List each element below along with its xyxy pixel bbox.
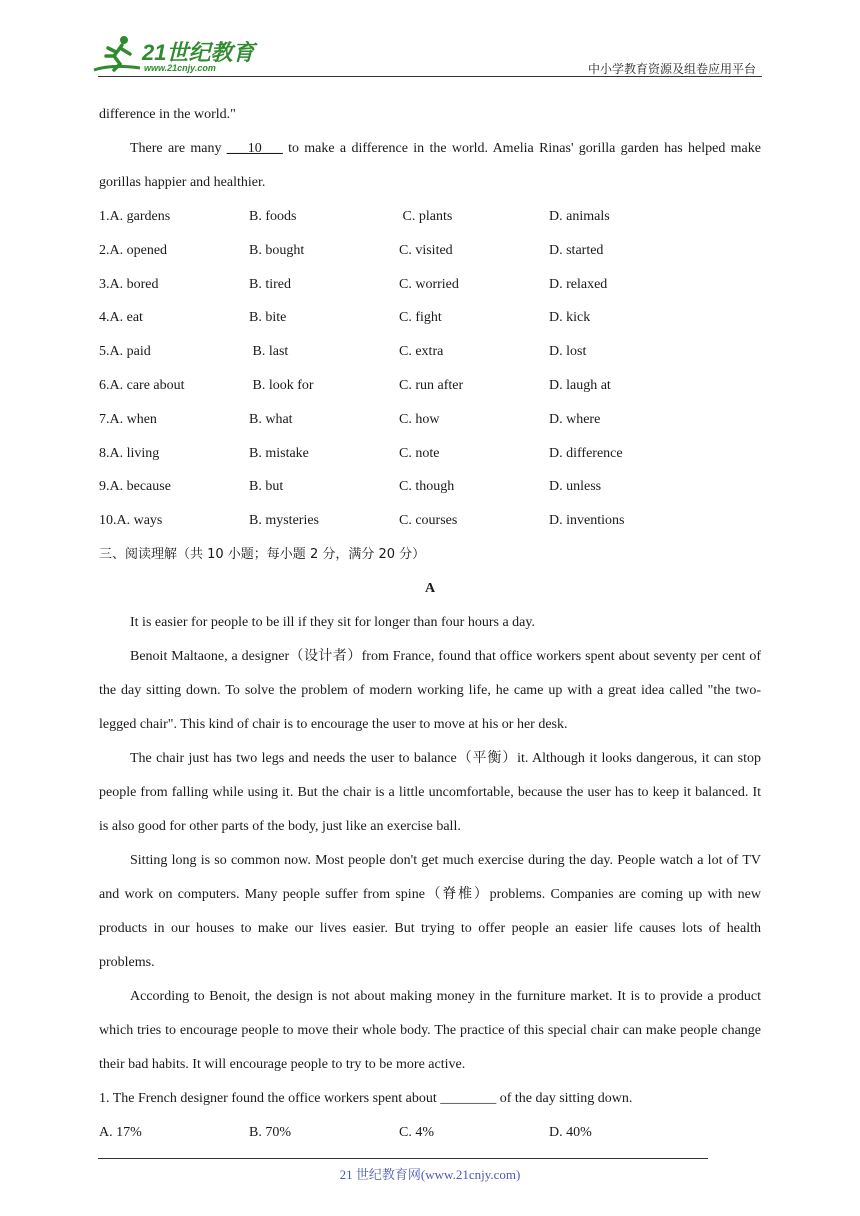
- option-a[interactable]: 5.A. paid: [99, 344, 151, 360]
- option-b[interactable]: B. mysteries: [249, 513, 319, 529]
- option-d[interactable]: D. inventions: [549, 513, 625, 529]
- option-d[interactable]: D. kick: [549, 310, 591, 326]
- option-b[interactable]: B. foods: [249, 209, 297, 224]
- option-b[interactable]: B. tired: [249, 276, 291, 292]
- option-a[interactable]: 9.A. because: [99, 479, 171, 495]
- cloze-blank-10: ___10___: [226, 141, 283, 156]
- option-row: [99, 301, 761, 335]
- option-d[interactable]: D. lost: [549, 344, 587, 360]
- option-c[interactable]: C. 4%: [399, 1124, 434, 1140]
- option-d[interactable]: D. unless: [549, 479, 602, 495]
- page-header: [0, 0, 860, 80]
- option-a[interactable]: 1.A. gardens: [99, 209, 171, 224]
- question-options: [99, 1116, 761, 1150]
- option-row: [99, 369, 761, 403]
- passage-paragraph: The chair just has two legs and needs the user to balance（平衡）it. Although it looks dangerous, it can stop people from falling while using it. But the chair is a little uncomfortable, because the user has to keep it balanced. It is also good for other parts of the body, just like an exercise ball.: [99, 750, 761, 834]
- option-c[interactable]: C. note: [399, 445, 440, 461]
- cloze-last-paragraph: [99, 132, 761, 200]
- cloze-continued-line: difference in the world.": [99, 107, 236, 122]
- option-c[interactable]: C. visited: [399, 242, 453, 258]
- option-c[interactable]: C. though: [399, 479, 455, 495]
- passage-label: A: [424, 580, 436, 596]
- option-a[interactable]: A. 17%: [99, 1124, 142, 1140]
- option-b[interactable]: B. look for: [249, 377, 314, 393]
- option-a[interactable]: 3.A. bored: [99, 276, 159, 292]
- logo-text: 21世纪教育: [142, 40, 255, 65]
- option-a[interactable]: 10.A. ways: [99, 513, 163, 529]
- page-content: [99, 98, 761, 1150]
- runner-icon: [92, 34, 144, 74]
- logo-url: www.21cnjy.com: [144, 63, 216, 73]
- passage-paragraph: It is easier for people to be ill if they sit for longer than four hours a day.: [130, 614, 535, 630]
- passage-paragraph: Benoit Maltaone, a designer（设计者）from France, found that office workers spent about seventy per cent of the day sitting down. To solve the problem of modern working life, he came up with a great idea called "the two-legged chair". This kind of chair is to encourage the user to move at his or her desk.: [99, 648, 761, 732]
- option-b[interactable]: B. but: [249, 479, 284, 495]
- option-row: [99, 335, 761, 369]
- option-row: [99, 437, 761, 471]
- option-row: [99, 504, 761, 538]
- site-logo[interactable]: [92, 34, 262, 78]
- option-b[interactable]: B. mistake: [249, 445, 309, 461]
- footer-link[interactable]: 21 世纪教育网(www.21cnjy.com): [339, 1167, 521, 1182]
- cloze-options: [99, 200, 761, 538]
- option-c[interactable]: C. plants: [399, 209, 453, 224]
- option-d[interactable]: D. where: [549, 411, 601, 427]
- option-c[interactable]: C. run after: [399, 377, 464, 393]
- section-title: 三、阅读理解（共 10 小题；每小题 2 分，满分 20 分）: [99, 546, 426, 562]
- option-row: [99, 268, 761, 302]
- platform-name: 中小学教育资源及组卷应用平台: [587, 62, 756, 76]
- option-b[interactable]: B. what: [249, 411, 293, 427]
- option-c[interactable]: C. courses: [399, 513, 458, 529]
- option-d[interactable]: D. 40%: [549, 1124, 592, 1140]
- option-b[interactable]: B. 70%: [249, 1124, 291, 1140]
- option-d[interactable]: D. difference: [549, 445, 623, 461]
- cloze-para-suffix: to make a difference in the world. Amelia Rinas' gorilla garden has helped make gorillas happier and healthier.: [99, 141, 761, 190]
- option-a[interactable]: 8.A. living: [99, 445, 160, 461]
- option-row: [99, 200, 761, 234]
- option-a[interactable]: 7.A. when: [99, 411, 157, 427]
- option-c[interactable]: C. fight: [399, 310, 442, 326]
- footer-divider: [98, 1158, 708, 1159]
- option-a[interactable]: 4.A. eat: [99, 310, 143, 326]
- option-c[interactable]: C. how: [399, 411, 440, 427]
- question-stem: 1. The French designer found the office workers spent about ________ of the day sitting down.: [99, 1090, 633, 1106]
- option-a[interactable]: 2.A. opened: [99, 242, 168, 258]
- cloze-para-prefix: There are many: [130, 141, 227, 156]
- option-b[interactable]: B. last: [249, 344, 289, 360]
- option-c[interactable]: C. extra: [399, 344, 444, 360]
- option-a[interactable]: 6.A. care about: [99, 377, 185, 393]
- page-footer: [0, 1164, 860, 1183]
- option-row: [99, 470, 761, 504]
- option-b[interactable]: B. bought: [249, 242, 305, 258]
- option-d[interactable]: D. animals: [549, 209, 610, 224]
- option-row: [99, 403, 761, 437]
- option-b[interactable]: B. bite: [249, 310, 287, 326]
- option-row: [99, 234, 761, 268]
- option-d[interactable]: D. relaxed: [549, 276, 608, 292]
- passage-paragraph: Sitting long is so common now. Most people don't get much exercise during the day. People watch a lot of TV and work on computers. Many people suffer from spine（脊椎）problems. Companies are coming up with new products in our houses to make our lives easier. But trying to offer people an easier life causes lots of health problems.: [99, 852, 761, 970]
- option-c[interactable]: C. worried: [399, 276, 459, 292]
- passage-paragraph: According to Benoit, the design is not about making money in the furniture market. It is to provide a product which tries to encourage people to move their whole body. The practice of this special chair can make people change their bad habits. It will encourage people to try to be more active.: [99, 988, 761, 1072]
- option-d[interactable]: D. laugh at: [549, 377, 611, 393]
- header-divider: [98, 76, 762, 77]
- option-d[interactable]: D. started: [549, 242, 604, 258]
